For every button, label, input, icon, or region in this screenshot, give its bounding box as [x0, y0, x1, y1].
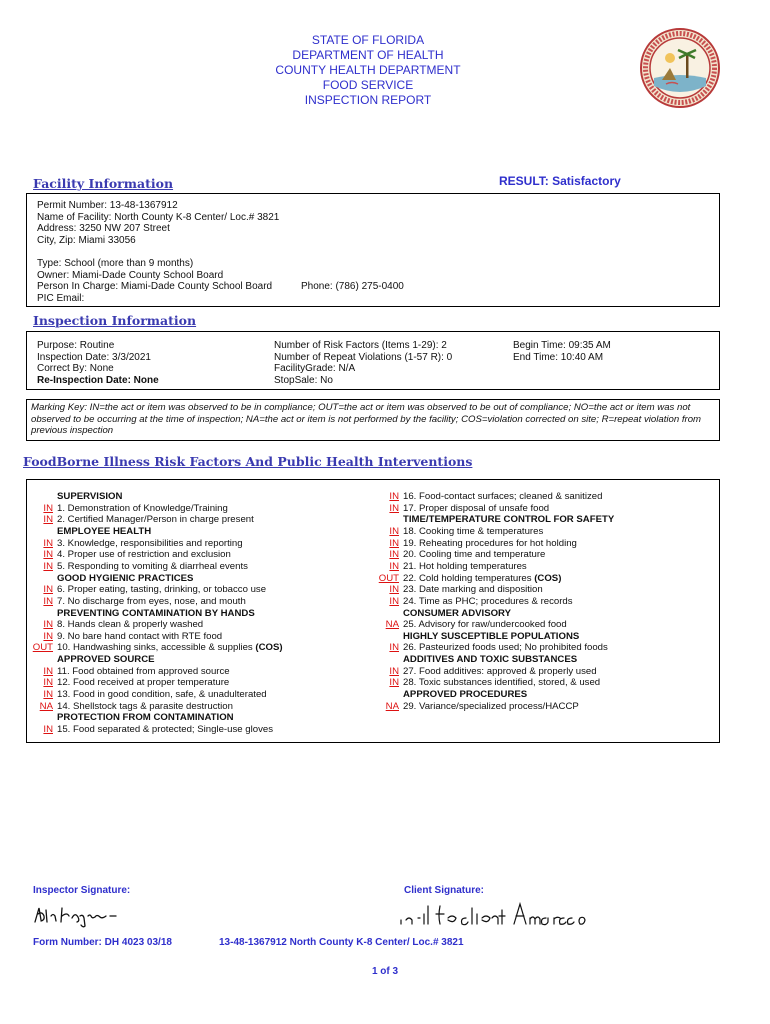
risk-factor-label: 9. No bare hand contact with RTE food — [57, 630, 223, 642]
risk-factor-label: 4. Proper use of restriction and exclusion — [57, 549, 231, 561]
section-heading-label: GOOD HYGIENIC PRACTICES — [57, 572, 194, 584]
risk-factor-label: 23. Date marking and disposition — [403, 584, 543, 596]
inspector-signature-label: Inspector Signature: — [33, 885, 131, 896]
risk-factor-label: 28. Toxic substances identified, stored, & used — [403, 677, 601, 689]
header-line: COUNTY HEALTH DEPARTMENT — [275, 63, 461, 77]
compliance-status: IN — [43, 630, 53, 642]
compliance-status: IN — [389, 537, 399, 549]
end-time: End Time: 10:40 AM — [513, 351, 604, 363]
risk-factor-label: 5. Responding to vomiting & diarrheal events — [57, 560, 248, 572]
facility-owner: Owner: Miami-Dade County School Board — [37, 269, 224, 281]
compliance-status: IN — [43, 537, 53, 549]
risk-factors-right-column — [363, 491, 713, 741]
compliance-status: IN — [43, 677, 53, 689]
compliance-status: NA — [385, 700, 399, 712]
risk-factors-left-column — [17, 491, 357, 741]
compliance-status: NA — [385, 619, 399, 631]
repeat-violation-count: Number of Repeat Violations (1-57 R): 0 — [274, 351, 453, 363]
compliance-status: IN — [43, 689, 53, 701]
risk-factor-label: 15. Food separated & protected; Single-use gloves — [57, 724, 273, 735]
cos-flag: (COS) — [255, 642, 283, 654]
header-line: FOOD SERVICE — [322, 78, 414, 92]
pic-email: PIC Email: — [37, 292, 85, 304]
risk-factor-count: Number of Risk Factors (Items 1-29): 2 — [274, 340, 447, 351]
risk-factor-label: 13. Food in good condition, safe, & unadulterated — [57, 689, 267, 701]
permit-number: Permit Number: 13-48-1367912 — [37, 200, 178, 211]
risk-factor-label: 16. Food-contact surfaces; cleaned & sanitized — [403, 491, 603, 502]
inspection-result: RESULT: Satisfactory — [499, 174, 621, 188]
foodborne-box — [26, 479, 720, 743]
risk-factor-label: 1. Demonstration of Knowledge/Training — [57, 502, 228, 514]
compliance-status: IN — [43, 560, 53, 572]
compliance-status: IN — [389, 502, 399, 514]
inspector-signature — [32, 902, 122, 928]
risk-factor-label: 19. Reheating procedures for hot holding — [403, 537, 577, 549]
client-signature — [396, 898, 588, 928]
facility-city: City, Zip: Miami 33056 — [37, 234, 136, 246]
risk-factor-label: 12. Food received at proper temperature — [57, 677, 230, 689]
risk-factor-label: 7. No discharge from eyes, nose, and mouth — [57, 595, 246, 607]
florida-seal-icon — [640, 28, 720, 108]
risk-factor-label: 21. Hot holding temperatures — [403, 560, 527, 572]
compliance-status: IN — [389, 665, 399, 677]
risk-factor-label: 10. Handwashing sinks, accessible & supplies (COS) — [57, 642, 283, 654]
page-number: 1 of 3 — [371, 966, 399, 977]
risk-factor-label: 27. Food additives: approved & properly used — [403, 665, 597, 677]
begin-time: Begin Time: 09:35 AM — [513, 340, 611, 351]
facility-info-box — [26, 193, 720, 307]
risk-factor-label: 8. Hands clean & properly washed — [57, 619, 204, 631]
cos-flag: (COS) — [534, 572, 562, 584]
compliance-status: IN — [389, 677, 399, 689]
section-heading-label: HIGHLY SUSCEPTIBLE POPULATIONS — [403, 630, 580, 642]
client-signature-label: Client Signature: — [404, 885, 485, 896]
section-heading-label: EMPLOYEE HEALTH — [57, 525, 152, 537]
compliance-status: IN — [43, 619, 53, 631]
section-heading-label: PROTECTION FROM CONTAMINATION — [57, 712, 234, 724]
risk-factor-label: 18. Cooking time & temperatures — [403, 525, 544, 537]
risk-factor-label: 22. Cold holding temperatures (COS) — [403, 572, 562, 584]
risk-factor-label: 11. Food obtained from approved source — [57, 665, 230, 677]
section-heading-label: APPROVED PROCEDURES — [403, 689, 528, 701]
compliance-status: IN — [389, 584, 399, 596]
risk-factor-label: 25. Advisory for raw/undercooked food — [403, 619, 567, 631]
compliance-status: IN — [43, 514, 53, 526]
risk-factor-label: 26. Pasteurized foods used; No prohibited foods — [403, 642, 608, 654]
inspection-purpose: Purpose: Routine — [37, 340, 115, 351]
risk-factor-label: 29. Variance/specialized process/HACCP — [403, 700, 579, 712]
compliance-status: IN — [389, 595, 399, 607]
header-line: STATE OF FLORIDA — [311, 33, 425, 47]
risk-factor-label: 6. Proper eating, tasting, drinking, or tobacco use — [57, 584, 267, 596]
reinspection-date: Re-Inspection Date: None — [37, 374, 159, 386]
facility-info-title: Facility Information — [33, 176, 174, 191]
correct-by: Correct By: None — [37, 363, 114, 374]
risk-factor-label: 20. Cooling time and temperature — [403, 549, 546, 561]
stop-sale: StopSale: No — [274, 374, 333, 386]
inspection-info-title: Inspection Information — [33, 313, 197, 328]
report-header — [200, 33, 536, 108]
risk-factor-label: 3. Knowledge, responsibilities and reporting — [57, 537, 243, 549]
footer-permit-location: 13-48-1367912 North County K-8 Center/ Loc.# 3821 — [219, 937, 464, 948]
inspection-date: Inspection Date: 3/3/2021 — [37, 351, 151, 363]
risk-factor-label: 14. Shellstock tags & parasite destruction — [57, 700, 233, 712]
header-line: DEPARTMENT OF HEALTH — [292, 48, 444, 62]
compliance-status: OUT — [378, 572, 399, 584]
inspection-info-box — [26, 331, 720, 390]
person-in-charge: Person In Charge: Miami-Dade County School Board — [37, 281, 273, 292]
compliance-status: IN — [43, 724, 53, 735]
risk-factor-label: 17. Proper disposal of unsafe food — [403, 502, 550, 514]
risk-factor-label: 24. Time as PHC; procedures & records — [403, 595, 573, 607]
facility-name: Name of Facility: North County K-8 Center/ Loc.# 3821 — [37, 211, 280, 223]
compliance-status: OUT — [32, 642, 53, 654]
compliance-status: IN — [43, 549, 53, 561]
compliance-status: IN — [43, 502, 53, 514]
compliance-status: IN — [43, 665, 53, 677]
facility-address: Address: 3250 NW 207 Street — [37, 223, 170, 234]
compliance-status: IN — [389, 525, 399, 537]
compliance-status: IN — [43, 595, 53, 607]
compliance-status: IN — [43, 584, 53, 596]
section-heading-label: APPROVED SOURCE — [57, 654, 155, 666]
compliance-status: IN — [389, 560, 399, 572]
marking-key: Marking Key: IN=the act or item was observed to be in compliance; OUT=the act or item was observed to be out of compliance; NO=the act or item was not observed to be occurring at the time of inspection; NA=the act or item is not performed by the facility; COS=violation corrected on site; R=repeat violation from previous inspection — [26, 399, 720, 441]
section-heading-label: CONSUMER ADVISORY — [403, 607, 512, 619]
form-number: Form Number: DH 4023 03/18 — [33, 937, 172, 948]
facility-grade: FacilityGrade: N/A — [274, 363, 356, 374]
facility-phone: Phone: (786) 275-0400 — [301, 281, 404, 292]
section-heading-label: SUPERVISION — [57, 491, 123, 502]
compliance-status: IN — [389, 642, 399, 654]
section-heading-label: ADDITIVES AND TOXIC SUBSTANCES — [403, 654, 578, 666]
compliance-status: IN — [389, 549, 399, 561]
risk-factor-label: 2. Certified Manager/Person in charge present — [57, 514, 254, 526]
section-heading-label: PREVENTING CONTAMINATION BY HANDS — [57, 607, 255, 619]
compliance-status: NA — [39, 700, 53, 712]
compliance-status: IN — [389, 491, 399, 502]
section-heading-label: TIME/TEMPERATURE CONTROL FOR SAFETY — [403, 514, 615, 526]
foodborne-title: FoodBorne Illness Risk Factors And Public Health Interventions — [23, 454, 473, 469]
header-line: INSPECTION REPORT — [304, 93, 432, 107]
facility-type: Type: School (more than 9 months) — [37, 258, 194, 269]
